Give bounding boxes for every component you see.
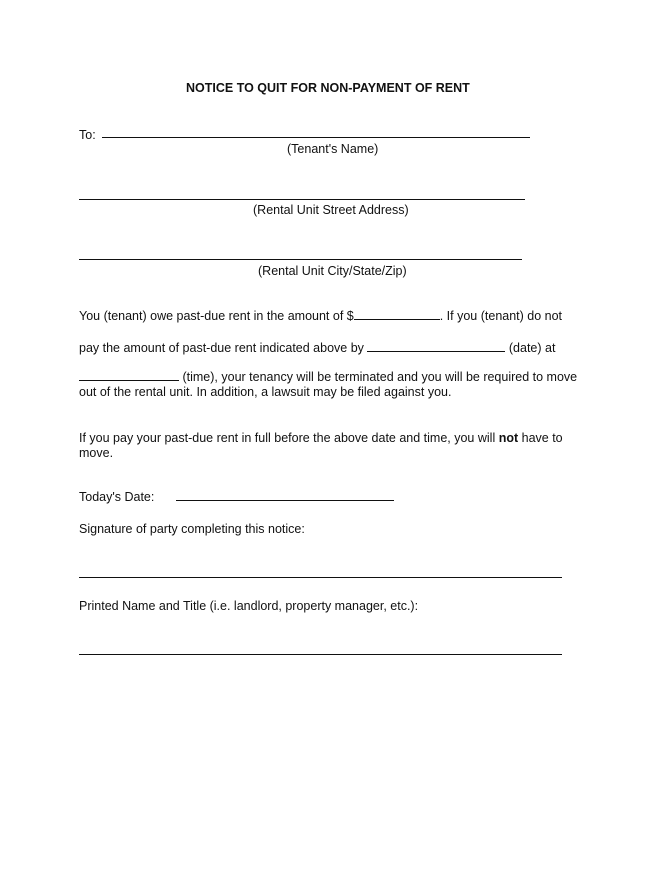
have-to-text: have to [521,431,563,445]
city-state-zip-line[interactable] [79,259,522,260]
signature-line[interactable] [79,577,562,578]
date-blank[interactable] [367,339,505,352]
printed-name-line[interactable] [79,654,562,655]
tenant-name-caption: (Tenant's Name) [287,142,379,156]
amount-blank[interactable] [354,307,440,320]
page-title: NOTICE TO QUIT FOR NON-PAYMENT OF RENT [186,81,470,95]
owe-tail: . If you (tenant) do not [439,309,563,323]
owe-line [79,307,562,324]
time-line [79,368,577,385]
tenant-name-line[interactable] [102,137,530,138]
to-label: To: [79,128,96,142]
pay-in-full-text: If you pay your past-due rent in full before the above date and time, you will [79,431,496,445]
todays-date-line[interactable] [176,500,394,501]
signature-label: Signature of party completing this notice: [79,522,305,536]
not-emphasis: not [498,431,519,445]
city-state-zip-caption: (Rental Unit City/State/Zip) [258,264,407,278]
move-line: move. [79,446,114,460]
time-blank[interactable] [79,368,179,381]
street-address-caption: (Rental Unit Street Address) [253,203,409,217]
due-date-text: pay the amount of past-due rent indicated above by [79,341,364,355]
pay-in-full-line [79,430,563,446]
time-text: (time), your tenancy will be terminated and you will be required to move [182,370,578,384]
todays-date-label: Today's Date: [79,490,155,504]
printed-name-label: Printed Name and Title (i.e. landlord, property manager, etc.): [79,599,419,613]
street-address-line[interactable] [79,199,525,200]
owe-text: You (tenant) owe past-due rent in the amount of $ [79,309,354,323]
lawsuit-line: out of the rental unit. In addition, a lawsuit may be filed against you. [79,385,452,399]
date-label: (date) at [508,341,556,355]
due-date-line [79,339,555,356]
